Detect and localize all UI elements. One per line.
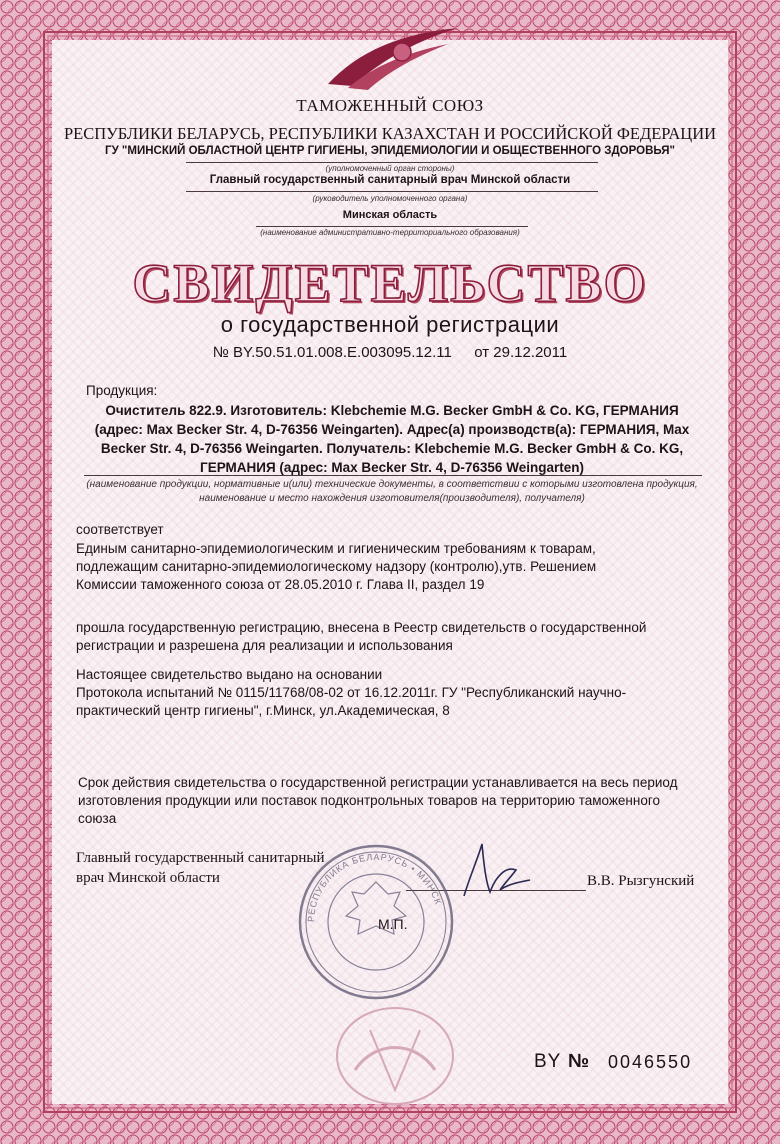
registration-date: от 29.12.2011 <box>474 344 568 361</box>
seal-place-label: М.П. <box>378 916 408 932</box>
product-description: Очиститель 822.9. Изготовитель: Klebchemie M.G. Becker GmbH & Co. KG, ГЕРМАНИЯ (адрес: Max Becker Str. 4, D-76356 Weingarten). Адрес(а) производств(а): ГЕРМАНИЯ, Max Becker Str. 4, D-76356 Weingarten. Получатель: Klebchemie M.G. Becker GmbH & Co. KG, ГЕРМАНИЯ (адрес: Max Becker Str. 4, D-76356 Weingarten) <box>94 403 690 475</box>
validity-statement: Срок действия свидетельства о государственной регистрации устанавливается на весь период изготовления продукции или поставок подконтрольных товаров на территорию таможенного союза <box>78 775 678 826</box>
signature-icon <box>456 836 536 906</box>
head-doctor-title: Главный государственный санитарный врач Минской области <box>209 174 571 186</box>
watermark-emblem-icon <box>330 1000 460 1110</box>
registration-number-value: № BY.50.51.01.008.E.003095.12.11 <box>212 344 452 361</box>
product-caption: (наименование продукции, нормативные и(или) технические документы, в соответствии с которыми изготовлена продукция, наименование и место нахождения изготовителя(производителя), получателя) <box>86 479 698 504</box>
official-seal-icon <box>296 842 456 1002</box>
divider <box>186 191 598 192</box>
region-name: Минская область <box>342 209 438 221</box>
document-subtitle: о государственной регистрации <box>220 312 560 337</box>
signatory-title <box>76 848 324 888</box>
conformity-requirements: Единым санитарно-эпидемиологическим и гигиеническим требованиям к товарам, подлежащим санитарно-эпидемиологическому надзору (контролю),утв. Решением Комиссии таможенного союза от 28.05.2010 г. Глава II, раздел 19 <box>76 541 597 592</box>
signatory-name: В.В. Рызгунский <box>587 873 695 889</box>
document-title: СВИДЕТЕЛЬСТВО <box>132 253 648 313</box>
authority-caption: (уполномоченный орган стороны) <box>325 164 455 173</box>
region-caption: (наименование административно-территориального образования) <box>260 228 520 237</box>
registration-statement: прошла государственную регистрацию, внесена в Реестр свидетельств о государственной регистрации и разрешена для реализации и использования <box>76 620 647 653</box>
republics-heading: РЕСПУБЛИКИ БЕЛАРУСЬ, РЕСПУБЛИКИ КАЗАХСТАН И РОССИЙСКОЙ ФЕДЕРАЦИИ <box>63 124 717 143</box>
basis-label: Настоящее свидетельство выдано на основании <box>76 667 383 682</box>
signatory-title-line1: Главный государственный санитарный <box>76 850 325 866</box>
customs-union-heading: ТАМОЖЕННЫЙ СОЮЗ <box>296 96 484 115</box>
authority-name: ГУ "МИНСКИЙ ОБЛАСТНОЙ ЦЕНТР ГИГИЕНЫ, ЭПИДЕМИОЛОГИИ И ОБЩЕСТВЕННОГО ЗДОРОВЬЯ" <box>105 145 675 157</box>
divider <box>256 226 528 227</box>
customs-union-emblem-icon <box>318 22 468 92</box>
head-doctor-caption: (руководитель уполномоченного органа) <box>312 194 468 203</box>
signatory-title-line2: врач Минской области <box>76 870 220 886</box>
divider <box>84 475 702 476</box>
seal-text: РЕСПУБЛИКА БЕЛАРУСЬ • МИНСК <box>305 851 444 923</box>
registration-number <box>0 344 780 361</box>
basis-text: Протокола испытаний № 0115/11768/08-02 от 16.12.2011г. ГУ "Республиканский научно-практический центр гигиены", г.Минск, ул.Академическая, 8 <box>76 685 627 718</box>
form-series: BY <box>534 1051 562 1072</box>
conformity-label: соответствует <box>76 522 164 537</box>
product-label: Продукция: <box>86 383 158 398</box>
form-number-sign: № <box>568 1051 590 1072</box>
divider <box>186 162 598 163</box>
form-number: 0046550 <box>608 1052 693 1072</box>
